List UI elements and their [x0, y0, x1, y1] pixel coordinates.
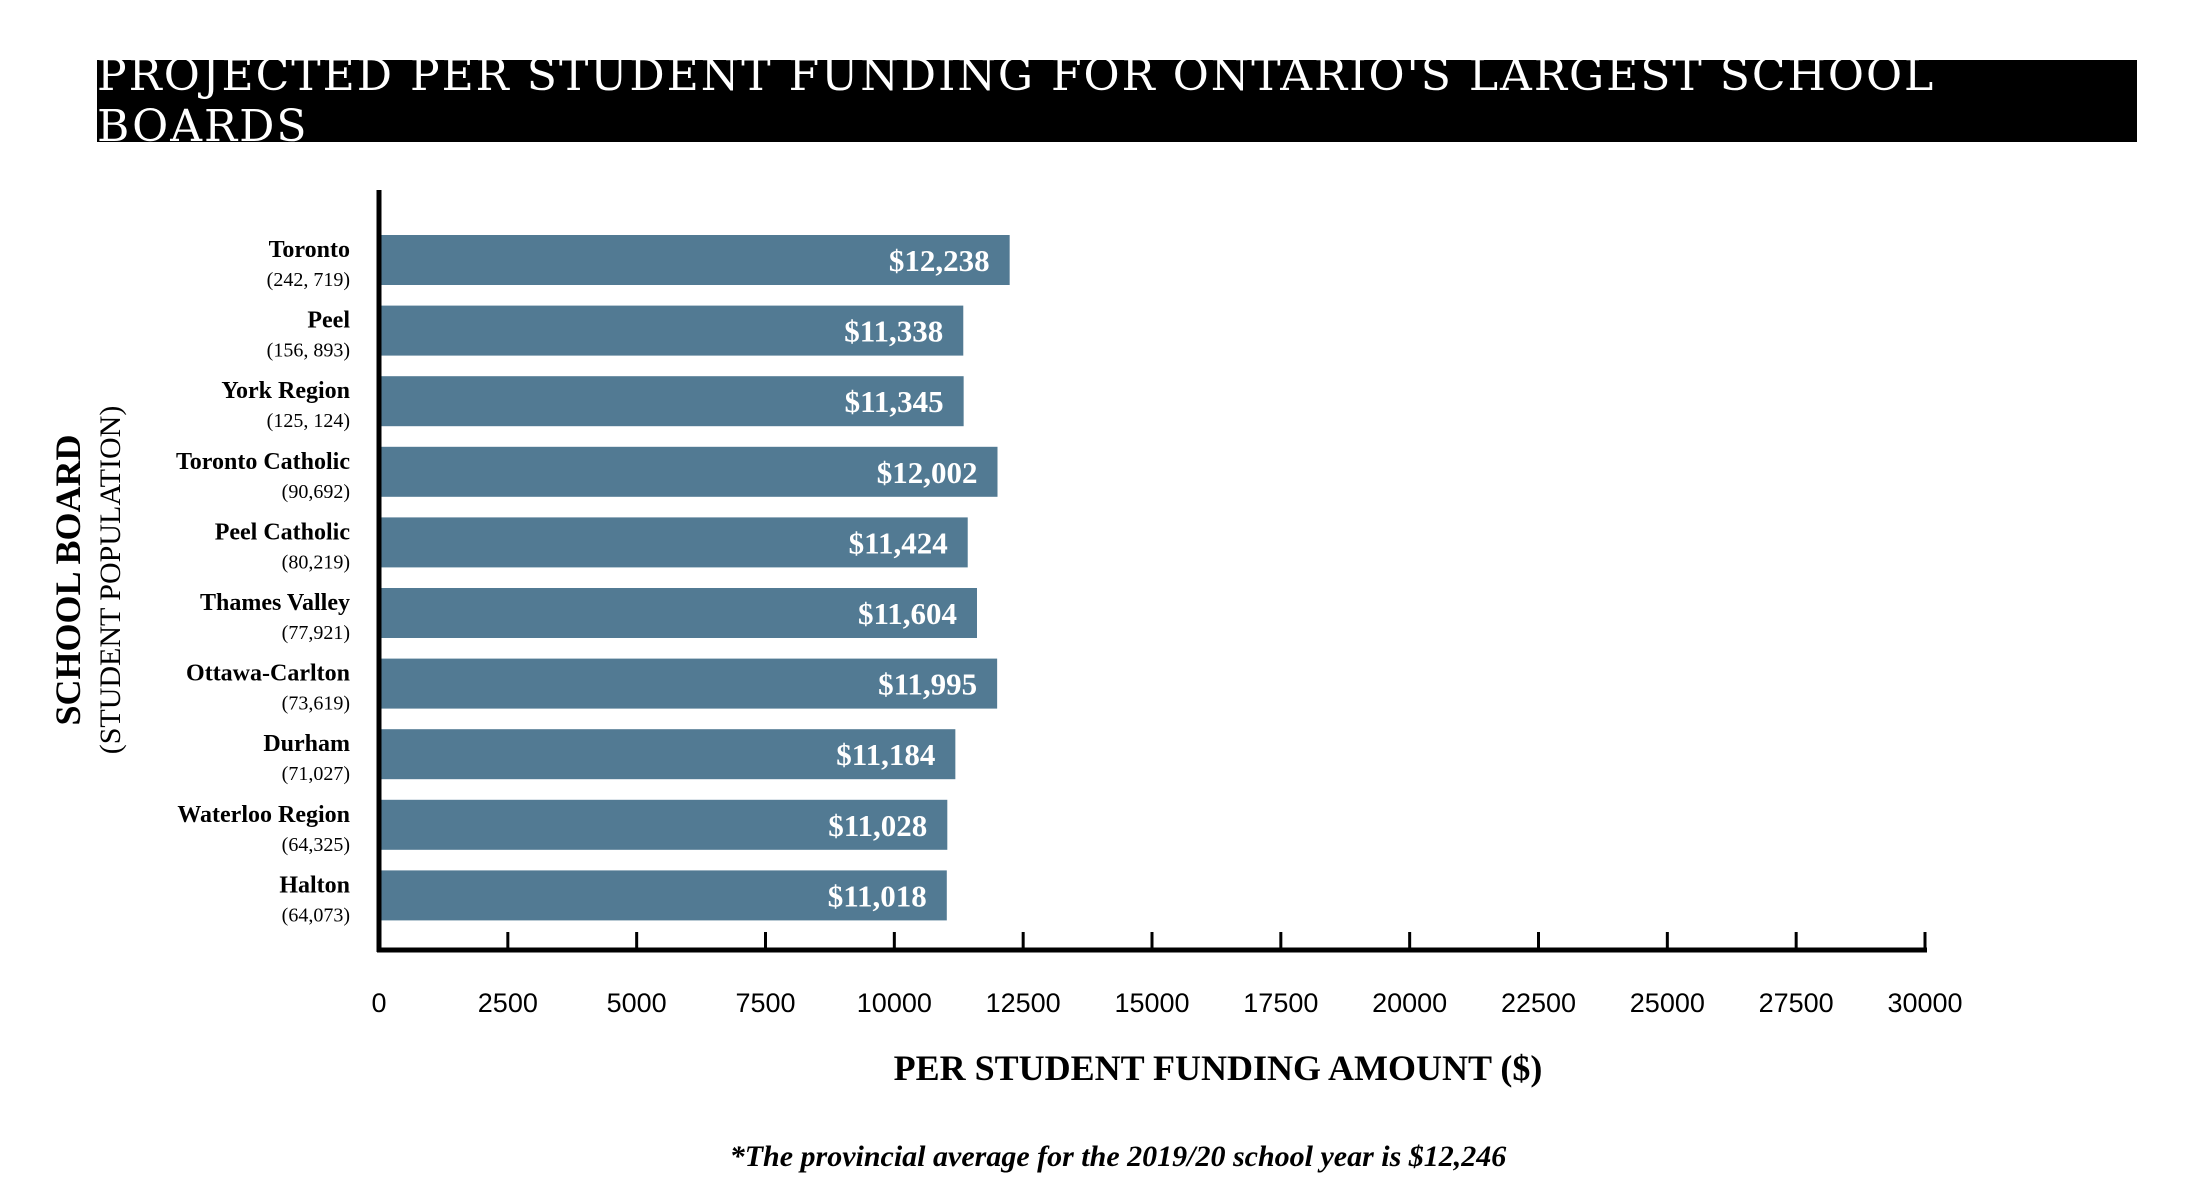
x-tick-label: 25000 [1629, 988, 1705, 1018]
y-axis-title: SCHOOL BOARD [48, 434, 88, 726]
category-population: (125, 124) [266, 410, 350, 433]
category-population: (64,073) [281, 904, 350, 927]
category-population: (64,325) [281, 833, 350, 856]
category-labels [176, 237, 350, 926]
x-ticks [371, 932, 1962, 1018]
x-tick-label: 0 [371, 988, 387, 1018]
category-population: (242, 719) [266, 269, 350, 291]
category-population: (90,692) [281, 480, 350, 503]
x-tick-label: 5000 [606, 988, 667, 1018]
x-axis-title: PER STUDENT FUNDING AMOUNT ($) [893, 1048, 1543, 1088]
bar-value-label: $11,345 [844, 384, 944, 420]
category-name: York Region [221, 378, 350, 405]
x-tick-label: 27500 [1758, 988, 1834, 1018]
category-name: Toronto [268, 237, 350, 263]
x-tick-label: 30000 [1887, 988, 1963, 1018]
x-tick-label: 15000 [1114, 988, 1190, 1018]
footnote: *The provincial average for the 2019/20 school year is $12,246 [729, 1140, 1507, 1173]
category-name: Halton [279, 872, 350, 899]
category-population: (156, 893) [266, 339, 350, 362]
bar-value-label: $11,028 [828, 807, 928, 843]
x-tick-label: 2500 [477, 988, 538, 1018]
category-name: Thames Valley [199, 590, 350, 616]
category-population: (77,921) [281, 622, 350, 644]
bar-value-label: $11,338 [844, 313, 944, 349]
x-tick-label: 7500 [735, 988, 796, 1018]
category-name: Toronto Catholic [175, 448, 350, 475]
bar-value-label: $11,604 [857, 596, 957, 631]
y-axis-subtitle: (STUDENT POPULATION) [94, 405, 127, 755]
category-population: (71,027) [281, 763, 350, 786]
bar-value-label: $12,238 [888, 243, 990, 278]
bar-value-label: $11,018 [827, 878, 927, 914]
category-name: Peel Catholic [214, 519, 350, 546]
category-name: Peel [307, 307, 350, 334]
y-axis-subtitle-group [94, 406, 127, 755]
x-tick-label: 22500 [1500, 988, 1577, 1018]
bar-value-label: $11,184 [836, 737, 936, 773]
category-name: Waterloo Region [177, 801, 350, 828]
bars-group [379, 235, 1010, 920]
x-tick-label: 12500 [985, 988, 1061, 1018]
bar-value-label: $11,995 [878, 666, 978, 702]
chart-title: PROJECTED PER STUDENT FUNDING FOR ONTARIO'S LARGEST SCHOOL BOARDS [97, 60, 2137, 142]
y-axis-title-group [48, 434, 88, 725]
category-population: (73,619) [281, 692, 350, 715]
bar-value-label: $11,424 [848, 525, 948, 561]
category-name: Durham [263, 731, 350, 758]
x-tick-label: 20000 [1372, 988, 1448, 1018]
category-name: Ottawa-Carlton [186, 660, 350, 687]
x-tick-label: 10000 [856, 988, 932, 1018]
x-tick-label: 17500 [1243, 988, 1319, 1018]
category-population: (80,219) [281, 551, 350, 574]
bar-value-label: $12,002 [876, 454, 978, 490]
